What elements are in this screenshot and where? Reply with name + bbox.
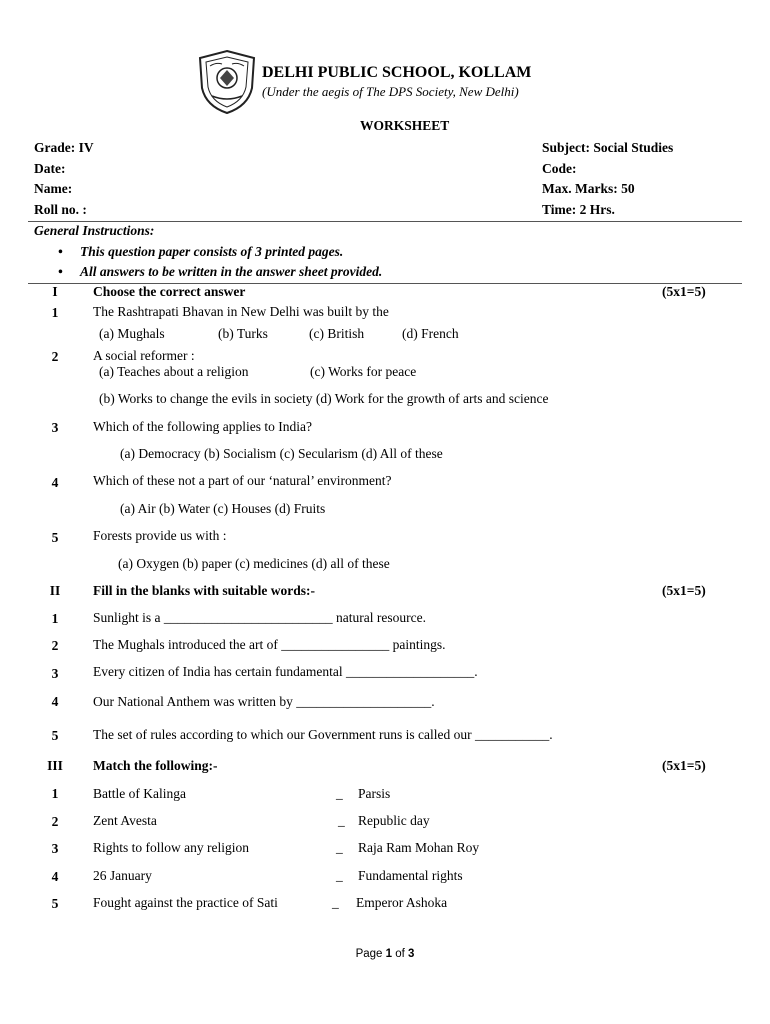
match-left: 26 January (93, 868, 152, 883)
match-right: Emperor Ashoka (356, 895, 448, 910)
option-b: (b) Turks (218, 326, 268, 341)
question-text: Forests provide us with : (93, 528, 227, 543)
option-c: (c) Works for peace (310, 364, 417, 379)
match-left: Rights to follow any religion (93, 840, 249, 855)
section-marks: (5x1=5) (662, 583, 706, 598)
question-number: 2 (51, 349, 59, 364)
divider-top (28, 221, 742, 222)
section-marks: (5x1=5) (662, 284, 706, 299)
match-dash: _ (336, 868, 343, 883)
match-dash: _ (336, 840, 343, 855)
instruction-item (58, 244, 343, 260)
marks-label: Max. Marks: 50 (542, 181, 635, 196)
section-title: Fill in the blanks with suitable words:- (93, 583, 316, 598)
section-number: II (49, 583, 61, 598)
time-label: Time: 2 Hrs. (542, 202, 615, 217)
question-text: Which of the following applies to India? (93, 419, 312, 434)
school-aegis: (Under the aegis of The DPS Society, New Delhi) (262, 84, 519, 99)
blank-question: The Mughals introduced the art of ________________ paintings. (93, 637, 446, 652)
instruction-item (58, 264, 382, 280)
question-number: 1 (51, 305, 59, 320)
option-a: (a) Teaches about a religion (99, 364, 249, 379)
question-number: 5 (51, 896, 59, 911)
section-title: Choose the correct answer (93, 284, 246, 299)
question-number: 4 (51, 694, 59, 709)
bullet-icon: • (58, 244, 63, 259)
bullet-icon: • (58, 264, 63, 279)
question-text: The Rashtrapati Bhavan in New Delhi was built by the (93, 304, 389, 319)
question-number: 3 (51, 666, 59, 681)
match-right: Raja Ram Mohan Roy (358, 840, 480, 855)
question-text: A social reformer : (93, 348, 195, 363)
question-number: 2 (51, 814, 59, 829)
of-word: of (395, 948, 405, 960)
instruction-text: All answers to be written in the answer sheet provided. (80, 264, 383, 279)
subject-label: Subject: Social Studies (542, 140, 674, 155)
blank-question: Our National Anthem was written by ____________________. (93, 694, 435, 709)
question-number: 3 (51, 841, 59, 856)
question-number: 5 (51, 530, 59, 545)
question-text: Which of these not a part of our ‘natural’ environment? (93, 473, 392, 488)
page-word: Page (355, 948, 383, 960)
section-number: III (47, 758, 63, 773)
question-number: 5 (51, 728, 59, 743)
match-right: Parsis (358, 786, 391, 801)
match-left: Zent Avesta (93, 813, 157, 828)
grade-label: Grade: IV (34, 140, 94, 155)
instructions-heading: General Instructions: (34, 223, 155, 238)
roll-label: Roll no. : (34, 202, 87, 217)
match-right: Fundamental rights (358, 868, 463, 883)
name-label: Name: (34, 181, 73, 196)
question-number: 1 (51, 786, 59, 801)
instruction-text: This question paper consists of 3 printed pages. (80, 244, 344, 259)
question-options: (a) Air (b) Water (c) Houses (d) Fruits (120, 501, 326, 516)
question-number: 4 (51, 869, 59, 884)
section-number: I (52, 284, 58, 299)
blank-question: Sunlight is a _________________________ natural resource. (93, 610, 426, 625)
question-options: (a) Oxygen (b) paper (c) medicines (d) all of these (118, 556, 390, 571)
match-left: Fought against the practice of Sati (93, 895, 278, 910)
blank-question: Every citizen of India has certain fundamental ___________________. (93, 664, 478, 679)
question-number: 2 (51, 638, 59, 653)
page-total: 3 (408, 948, 415, 960)
section-marks: (5x1=5) (662, 758, 706, 773)
match-right: Republic day (358, 813, 430, 828)
section-title: Match the following:- (93, 758, 218, 773)
option-b-d: (b) Works to change the evils in society (d) Work for the growth of arts and science (99, 391, 549, 406)
option-c: (c) British (309, 326, 365, 341)
page-footer (0, 948, 770, 960)
school-name: DELHI PUBLIC SCHOOL, KOLLAM (262, 64, 532, 81)
match-dash: _ (338, 813, 345, 828)
blank-question: The set of rules according to which our Government runs is called our ___________. (93, 727, 553, 742)
page-title: WORKSHEET (360, 118, 450, 133)
match-left: Battle of Kalinga (93, 786, 186, 801)
date-label: Date: (34, 161, 66, 176)
page-number: 1 (385, 948, 393, 960)
question-number: 1 (51, 611, 59, 626)
question-options: (a) Democracy (b) Socialism (c) Secularism (d) All of these (120, 446, 443, 461)
code-label: Code: (542, 161, 577, 176)
option-a: (a) Mughals (99, 326, 165, 341)
match-dash: _ (336, 786, 343, 801)
question-number: 3 (51, 420, 59, 435)
option-d: (d) French (402, 326, 459, 341)
match-dash: _ (332, 895, 339, 910)
school-logo (194, 48, 260, 116)
question-number: 4 (51, 475, 59, 490)
